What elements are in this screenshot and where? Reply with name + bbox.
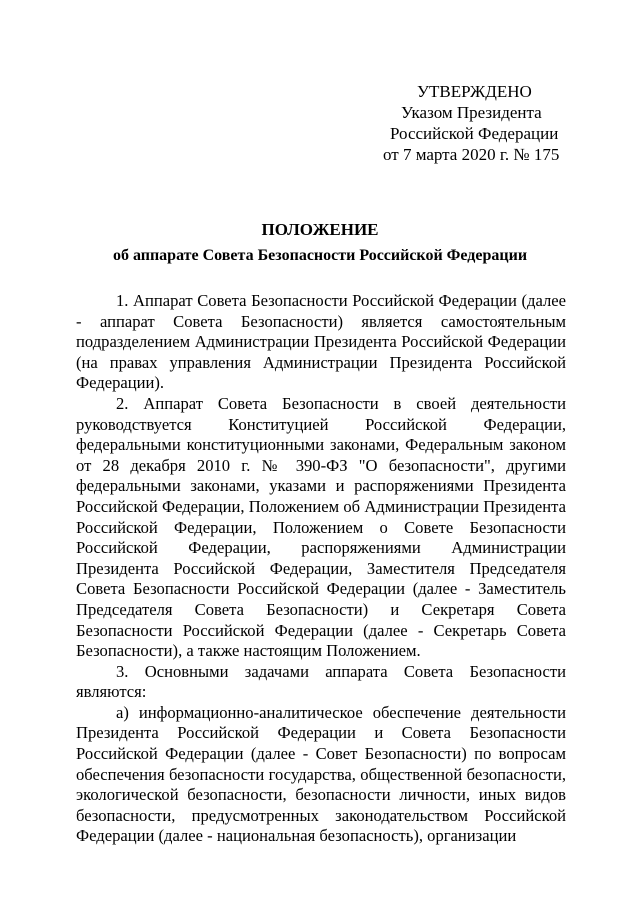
paragraph-3: 3. Основными задачами аппарата Совета Безопасности являются: bbox=[76, 661, 566, 702]
document-title: ПОЛОЖЕНИЕ bbox=[261, 220, 379, 239]
approved-label: УТВЕРЖДЕНО bbox=[417, 82, 532, 101]
document-subtitle: об аппарате Совета Безопасности Российской Федерации bbox=[112, 247, 528, 264]
paragraph-3a: а) информационно-аналитическое обеспечение деятельности Президента Российской Федерации и Совета Безопасности Российской Федерации (далее - Совет Безопасности) по вопросам обеспечения безопасности государства, общественной безопасности, экологической безопасности, безопасности личности, иных видов безопасности, предусмотренных законодательством Российской Федерации (далее - национальная безопасность), организации bbox=[76, 702, 566, 846]
federation-reference: Российской Федерации bbox=[390, 124, 559, 143]
paragraph-2: 2. Аппарат Совета Безопасности в своей деятельности руководствуется Конституцией Российской Федерации, федеральными конституционными законами, Федеральным законом от 28 декабря 2010 г. № 390-ФЗ "О безопасности", другими федеральными законами, указами и распоряжениями Президента Российской Федерации, Положением об Администрации Президента Российской Федерации, Положением о Совете Безопасности Российской Федерации, распоряжениями Администрации Президента Российской Федерации, Заместителя Председателя Совета Безопасности Российской Федерации (далее - Заместитель Председателя Совета Безопасности) и Секретаря Совета Безопасности Российской Федерации (далее - Секретарь Совета Безопасности), а также настоящим Положением. bbox=[76, 393, 566, 661]
approval-stamp bbox=[360, 81, 590, 165]
document-body bbox=[76, 291, 566, 847]
decree-date: от 7 марта 2020 г. № 175 bbox=[383, 145, 560, 164]
paragraph-1: 1. Аппарат Совета Безопасности Российской Федерации (далее - аппарат Совета Безопасности) является самостоятельным подразделением Администрации Президента Российской Федерации (на правах управления Администрации Президента Российской Федерации). bbox=[76, 291, 566, 393]
decree-reference: Указом Президента bbox=[401, 103, 542, 122]
